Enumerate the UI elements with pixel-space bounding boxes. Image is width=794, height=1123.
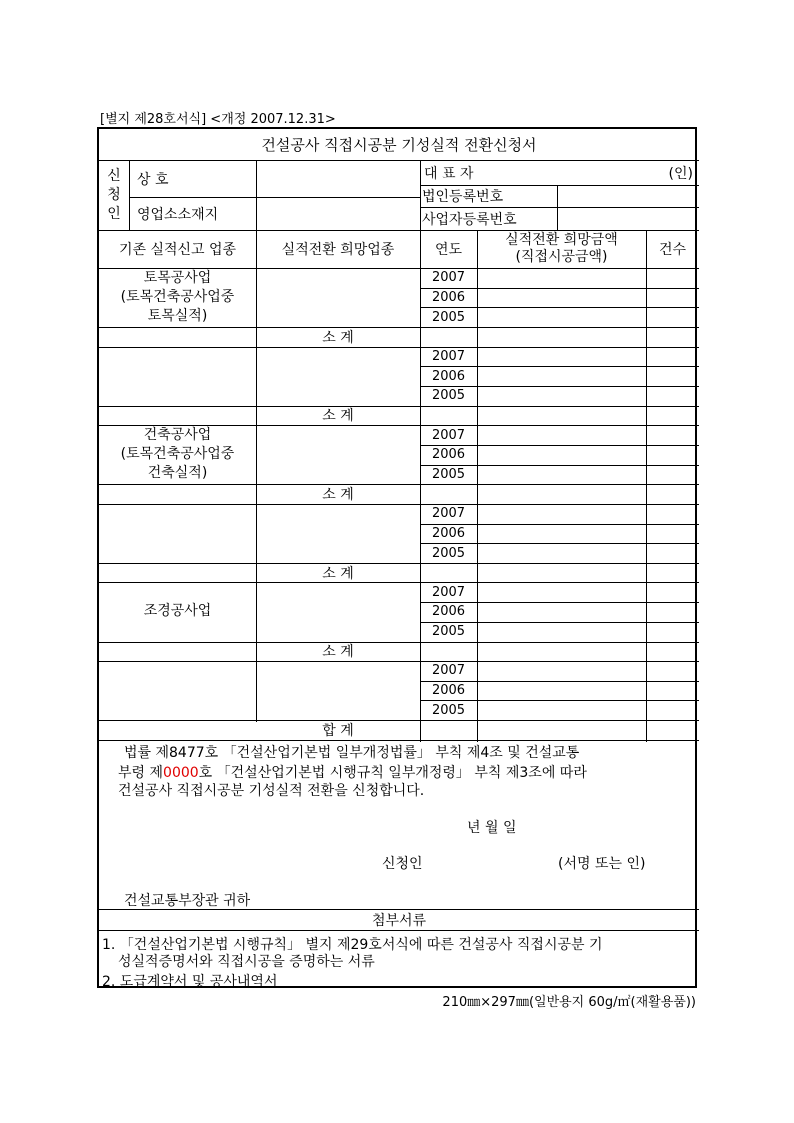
business-name-label: 상 호	[137, 171, 169, 188]
form-title: 건설공사 직접시공분 기성실적 전환신청서	[261, 136, 537, 154]
col-amount	[477, 230, 646, 268]
amount-field[interactable]	[477, 366, 646, 386]
amount-field[interactable]	[477, 465, 646, 485]
prev-category-line: 토목실적)	[147, 308, 208, 325]
col-prev-category: 기존 실적신고 업종	[118, 242, 237, 258]
rule-line	[99, 740, 699, 741]
prev-category-line: 건축실적)	[147, 465, 208, 482]
subtotal-amount-field[interactable]	[477, 327, 646, 347]
applicant-group-label: 신 청 인	[107, 167, 121, 222]
statement-line-1: 법률 제8477호 「건설산업기본법 일부개정법률」 부칙 제4조 및 건설교통	[124, 745, 580, 761]
count-field[interactable]	[646, 347, 699, 367]
attachments-title: 첨부서류	[371, 912, 427, 929]
count-field[interactable]	[646, 386, 699, 406]
year-cell: 2005	[431, 545, 466, 561]
prev-category-field[interactable]	[99, 661, 256, 720]
col-amount-amount_line2: (직접시공금액)	[515, 249, 608, 265]
amount-field[interactable]	[477, 661, 646, 681]
prev-category-line: (토목건축공사업중	[120, 446, 235, 463]
attachment-item-1: 1. 「건설산업기본법 시행규칙」 별지 제29호서식에 따른 건설공사 직접시공분 기	[102, 937, 603, 953]
col-target-category: 실적전환 희망업종	[281, 242, 395, 258]
count-field[interactable]	[646, 602, 699, 622]
paper-spec: 210㎜×297㎜(일반용지 60g/㎡(재활용품))	[442, 995, 696, 1010]
year-cell: 2005	[431, 624, 466, 640]
corp-reg-number-label: 법인등록번호	[422, 189, 504, 205]
year-cell: 2005	[431, 466, 466, 482]
prev-category-line: (토목건축공사업중	[120, 289, 235, 306]
rule-line	[256, 484, 257, 504]
applicant-label: 신청인	[382, 856, 423, 872]
biz-reg-number-field[interactable]	[557, 207, 699, 230]
recipient: 건설교통부장관 귀하	[124, 893, 251, 909]
year-cell: 2007	[431, 348, 466, 364]
statement-line2-red: 0000	[163, 765, 199, 781]
business-name-field[interactable]	[256, 160, 420, 197]
amount-field[interactable]	[477, 504, 646, 524]
subtotal-amount-field[interactable]	[477, 406, 646, 426]
subtotal-amount-field[interactable]	[477, 484, 646, 504]
representative-label: 대 표 자	[424, 165, 474, 182]
year-cell: 2007	[431, 506, 466, 522]
total-label: 합 계	[322, 722, 354, 739]
rule-line	[256, 563, 257, 583]
biz-reg-number-label: 사업자등록번호	[422, 211, 517, 228]
subtotal-amount-field[interactable]	[477, 642, 646, 662]
subtotal-amount-field[interactable]	[477, 563, 646, 583]
year-cell: 2006	[431, 525, 466, 541]
col-year: 연도	[434, 242, 463, 258]
prev-category-label	[99, 425, 256, 484]
amount-field[interactable]	[477, 543, 646, 563]
applicant-signature-field[interactable]	[432, 848, 552, 872]
year-cell: 2007	[431, 584, 466, 600]
col-amount-amount_line1: 실적전환 희망금액	[505, 232, 618, 248]
year-cell: 2005	[431, 702, 466, 718]
count-field[interactable]	[646, 700, 699, 720]
count-field[interactable]	[646, 661, 699, 681]
application-form	[97, 127, 697, 988]
target-category-field[interactable]	[256, 347, 420, 406]
year-cell: 2006	[431, 604, 466, 620]
rule-line	[99, 930, 699, 931]
statement-line2-a: 부령 제	[118, 765, 164, 781]
amount-field[interactable]	[477, 700, 646, 720]
rule-line	[256, 642, 257, 662]
amount-field[interactable]	[477, 622, 646, 642]
subtotal-label: 소 계	[322, 408, 354, 425]
col-count: 건수	[658, 242, 687, 258]
amount-field[interactable]	[477, 347, 646, 367]
year-cell: 2005	[431, 309, 466, 325]
target-category-field[interactable]	[256, 425, 420, 484]
count-field[interactable]	[646, 543, 699, 563]
count-field[interactable]	[646, 307, 699, 327]
count-field[interactable]	[646, 504, 699, 524]
prev-category-label	[99, 268, 256, 327]
count-field[interactable]	[646, 268, 699, 288]
amount-field[interactable]	[477, 445, 646, 465]
subtotal-amount-field[interactable]	[477, 720, 646, 740]
attachment-item-1-cont: 성실적증명서와 직접시공을 증명하는 서류	[118, 954, 375, 970]
form-tag: [별지 제28호서식] <개정 2007.12.31>	[100, 112, 336, 127]
count-field[interactable]	[646, 288, 699, 308]
statement-line-2	[118, 762, 587, 782]
count-field[interactable]	[646, 524, 699, 544]
rule-line	[256, 406, 257, 426]
count-field[interactable]	[646, 445, 699, 465]
year-cell: 2007	[431, 427, 466, 443]
amount-field[interactable]	[477, 582, 646, 602]
attachment-item-2: 2. 도급계약서 및 공사내역서	[102, 974, 278, 990]
year-cell: 2006	[431, 290, 466, 306]
subtotal-label: 소 계	[322, 329, 354, 346]
amount-field[interactable]	[477, 386, 646, 406]
prev-category-label	[99, 582, 256, 641]
year-cell: 2006	[431, 683, 466, 699]
business-address-field[interactable]	[256, 197, 420, 230]
count-field[interactable]	[646, 582, 699, 602]
prev-category-field[interactable]	[99, 347, 256, 406]
count-field[interactable]	[646, 622, 699, 642]
subtotal-label: 소 계	[322, 487, 354, 504]
target-category-field[interactable]	[256, 661, 420, 720]
count-field[interactable]	[646, 465, 699, 485]
date-line: 년 월 일	[467, 820, 517, 836]
year-cell: 2007	[431, 270, 466, 286]
amount-field[interactable]	[477, 288, 646, 308]
statement-line2-b: 호 「건설산업기본법 시행규칙 일부개정령」 부칙 제3조에 따라	[198, 765, 587, 781]
target-category-field[interactable]	[256, 582, 420, 641]
subtotal-label: 소 계	[322, 565, 354, 582]
amount-field[interactable]	[477, 602, 646, 622]
target-category-field[interactable]	[256, 504, 420, 563]
count-field[interactable]	[646, 681, 699, 701]
prev-category-line: 토목공사업	[143, 270, 212, 287]
year-cell: 2006	[431, 368, 466, 384]
prev-category-field[interactable]	[99, 504, 256, 563]
signature-label: (서명 또는 인)	[558, 856, 646, 872]
amount-field[interactable]	[477, 307, 646, 327]
seal-label: (인)	[668, 165, 693, 182]
business-address-label: 영업소소재지	[137, 206, 219, 223]
prev-category-line: 건축공사업	[143, 427, 212, 444]
target-category-field[interactable]	[256, 268, 420, 327]
year-cell: 2006	[431, 447, 466, 463]
subtotal-label: 소 계	[322, 644, 354, 661]
amount-field[interactable]	[477, 425, 646, 445]
year-cell: 2007	[431, 663, 466, 679]
amount-field[interactable]	[477, 524, 646, 544]
prev-category-line: 조경공사업	[143, 603, 212, 620]
amount-field[interactable]	[477, 681, 646, 701]
count-field[interactable]	[646, 425, 699, 445]
rule-line	[256, 327, 257, 347]
corp-reg-number-field[interactable]	[557, 185, 699, 207]
amount-field[interactable]	[477, 268, 646, 288]
year-cell: 2005	[431, 388, 466, 404]
count-field[interactable]	[646, 366, 699, 386]
statement-line-3: 건설공사 직접시공분 기성실적 전환을 신청합니다.	[118, 783, 425, 799]
